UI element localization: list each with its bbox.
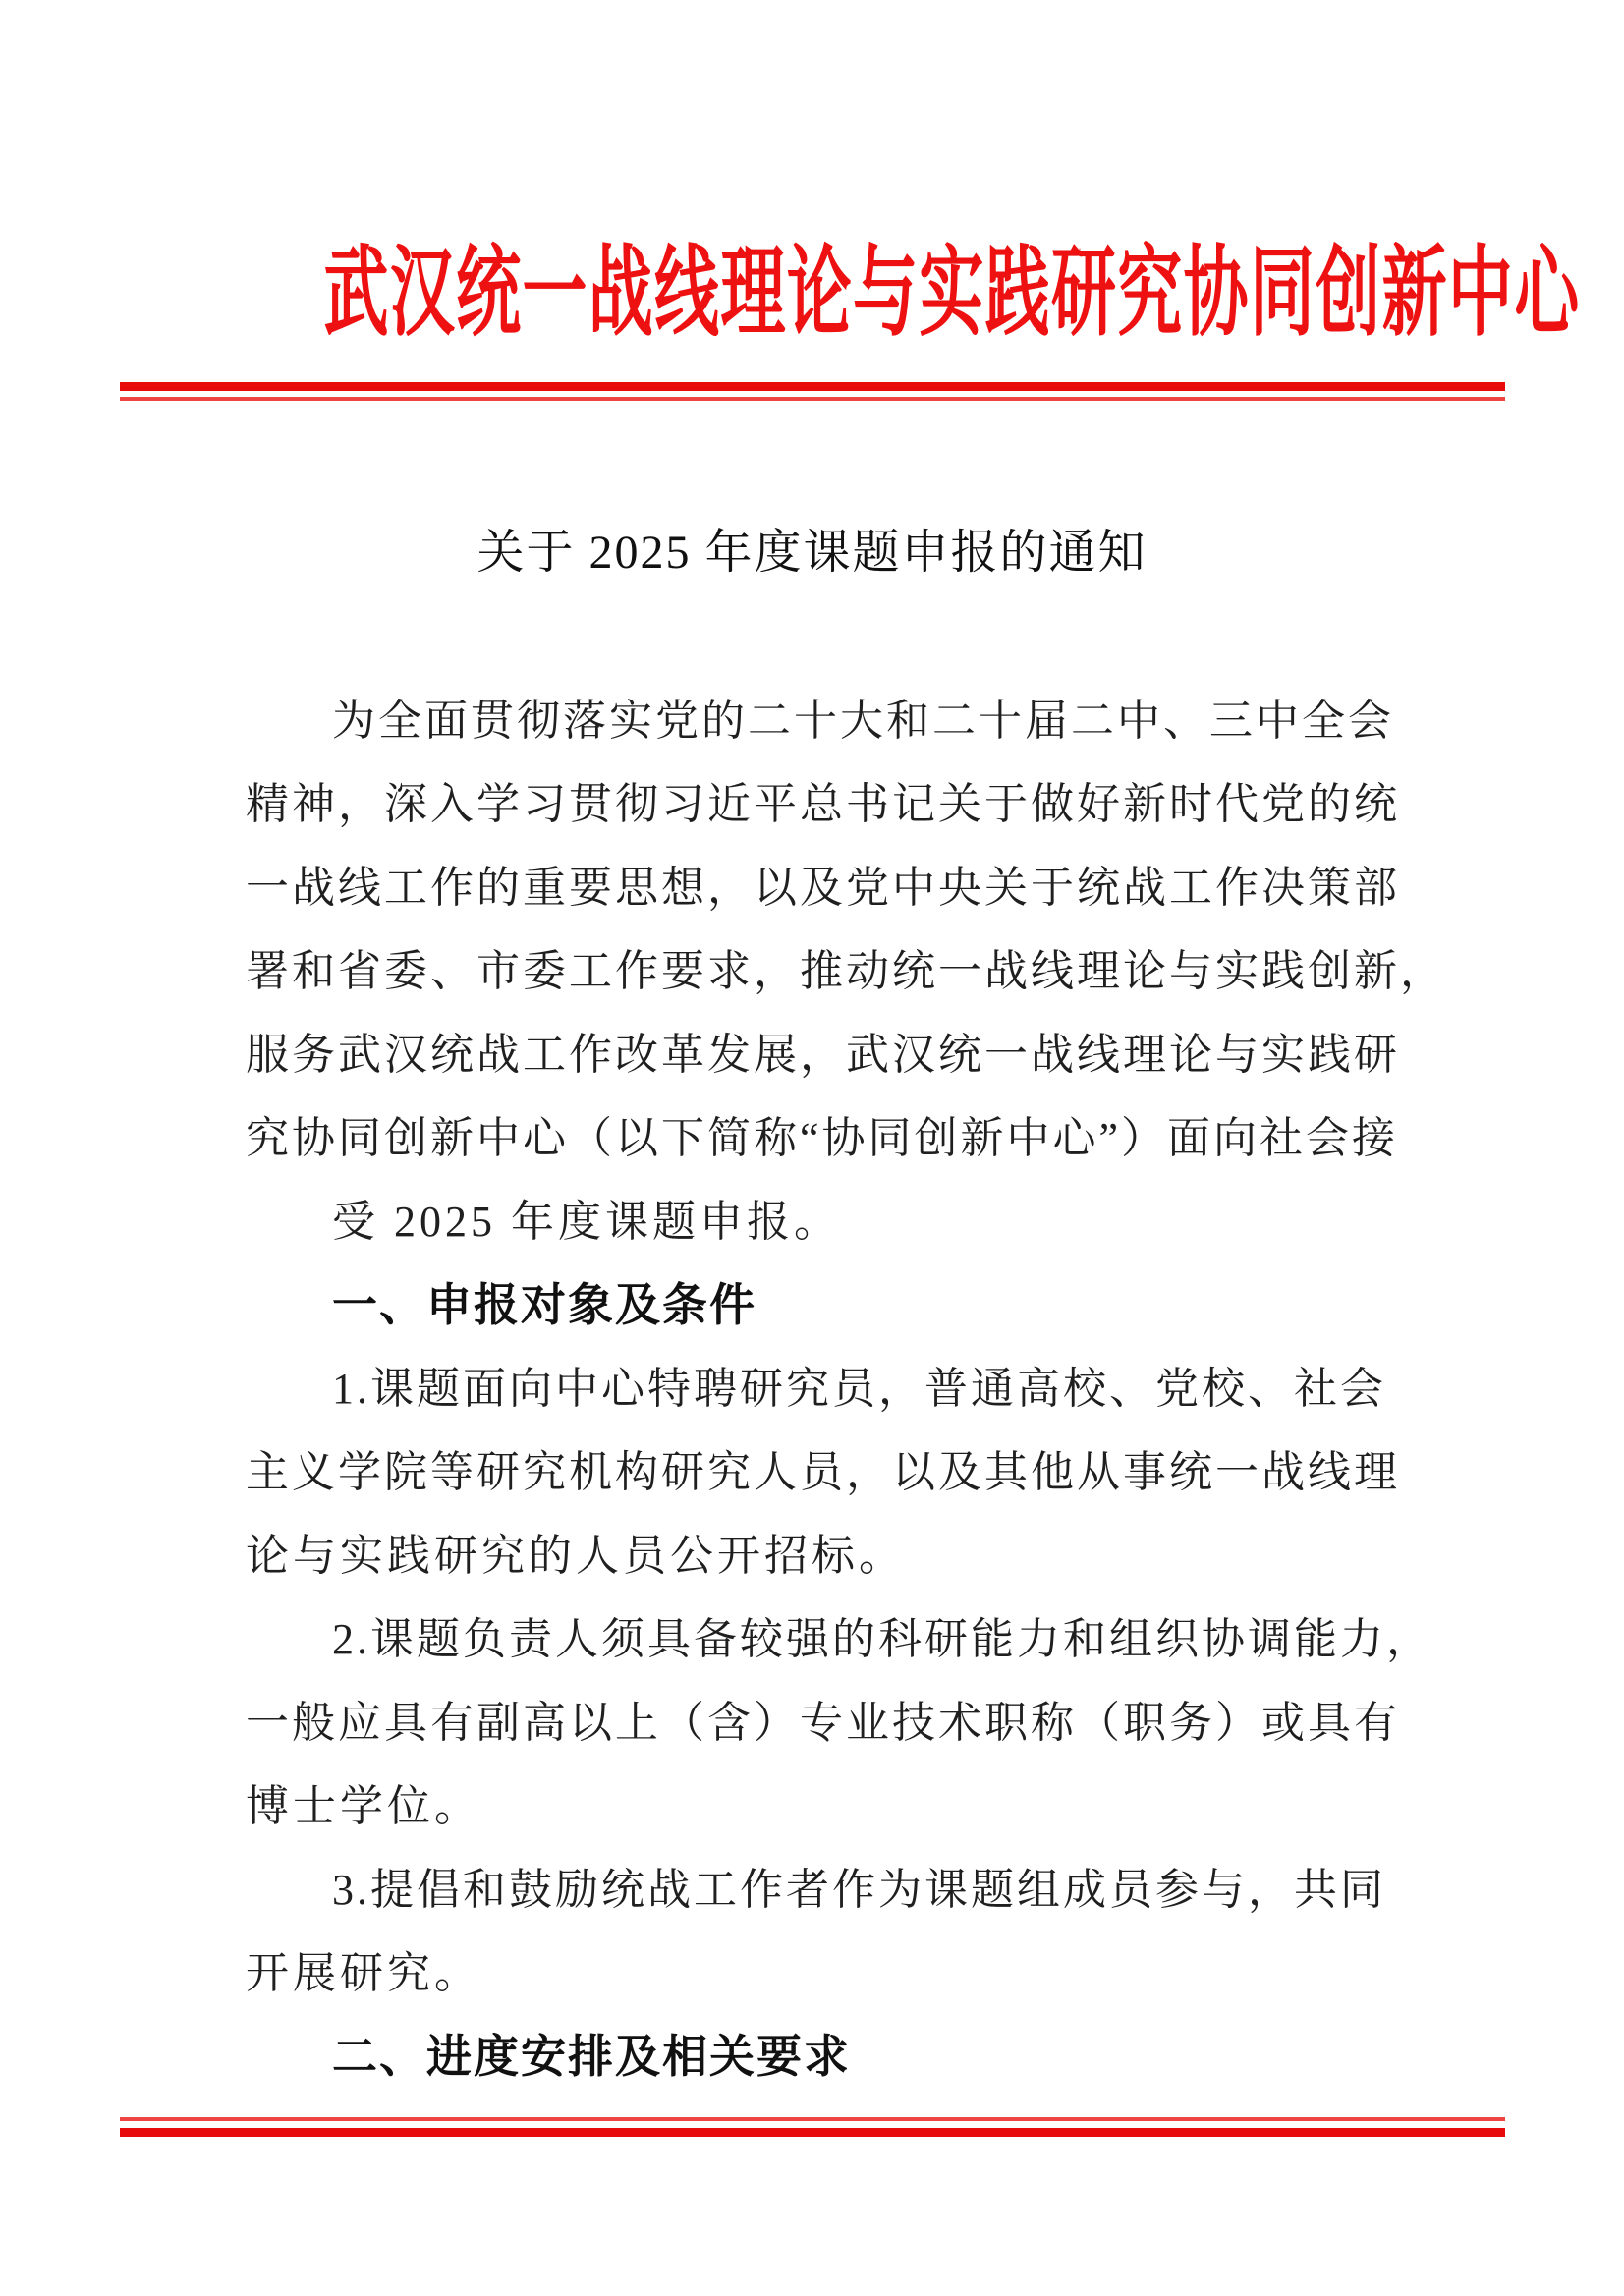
body-line: 博士学位。 (246, 1782, 481, 1830)
body-line: 究协同创新中心（以下简称“协同创新中心”）面向社会接 (246, 1114, 1399, 1162)
body-line: 服务武汉统战工作改革发展，武汉统一战线理论与实践研 (246, 1031, 1400, 1079)
body-line: 精神，深入学习贯彻习近平总书记关于做好新时代党的统 (246, 780, 1400, 828)
red-separator-top-thin-line (120, 397, 1505, 401)
paragraph-item-2 (246, 1597, 1432, 1848)
body-line: 2.课题负责人须具备较强的科研能力和组织协调能力， (332, 1615, 1432, 1663)
letterhead (0, 0, 1624, 349)
body-line: 1.课题面向中心特聘研究员，普通高校、党校、社会 (332, 1365, 1386, 1413)
red-separator-bottom-gap (120, 2121, 1505, 2128)
paragraph-intro (246, 679, 1446, 1263)
paragraph-item-3 (246, 1848, 1386, 2015)
body-line: 开展研究。 (246, 1949, 481, 1997)
red-separator-bottom-thick-line (120, 2128, 1505, 2137)
red-separator-top-thick-line (120, 382, 1505, 391)
document-title: 关于 2025 年度课题申报的通知 (476, 527, 1148, 579)
body-line: 署和省委、市委工作要求，推动统一战线理论与实践创新， (246, 947, 1446, 995)
section-heading-1: 一、申报对象及条件 (332, 1279, 756, 1330)
red-separator-top (120, 382, 1505, 401)
body-line: 为全面贯彻落实党的二十大和二十届二中、三中全会 (332, 697, 1394, 745)
body-line: 受 2025 年度课题申报。 (332, 1198, 841, 1246)
body-line: 论与实践研究的人员公开招标。 (246, 1532, 906, 1580)
document-body (246, 679, 1446, 2099)
section-heading-2: 二、进度安排及相关要求 (332, 2031, 851, 2082)
body-line: 3.提倡和鼓励统战工作者作为课题组成员参与，共同 (332, 1866, 1386, 1914)
body-line: 主义学院等研究机构研究人员，以及其他从事统一战线理 (246, 1448, 1400, 1496)
red-separator-bottom (120, 2117, 1505, 2137)
body-line: 一般应具有副高以上（含）专业技术职称（职务）或具有 (246, 1699, 1400, 1747)
body-line: 一战线工作的重要思想，以及党中央关于统战工作决策部 (246, 864, 1400, 912)
letterhead-org-name: 武汉统一战线理论与实践研究协同创新中心 (323, 239, 1581, 348)
paragraph-item-1 (246, 1347, 1400, 1597)
